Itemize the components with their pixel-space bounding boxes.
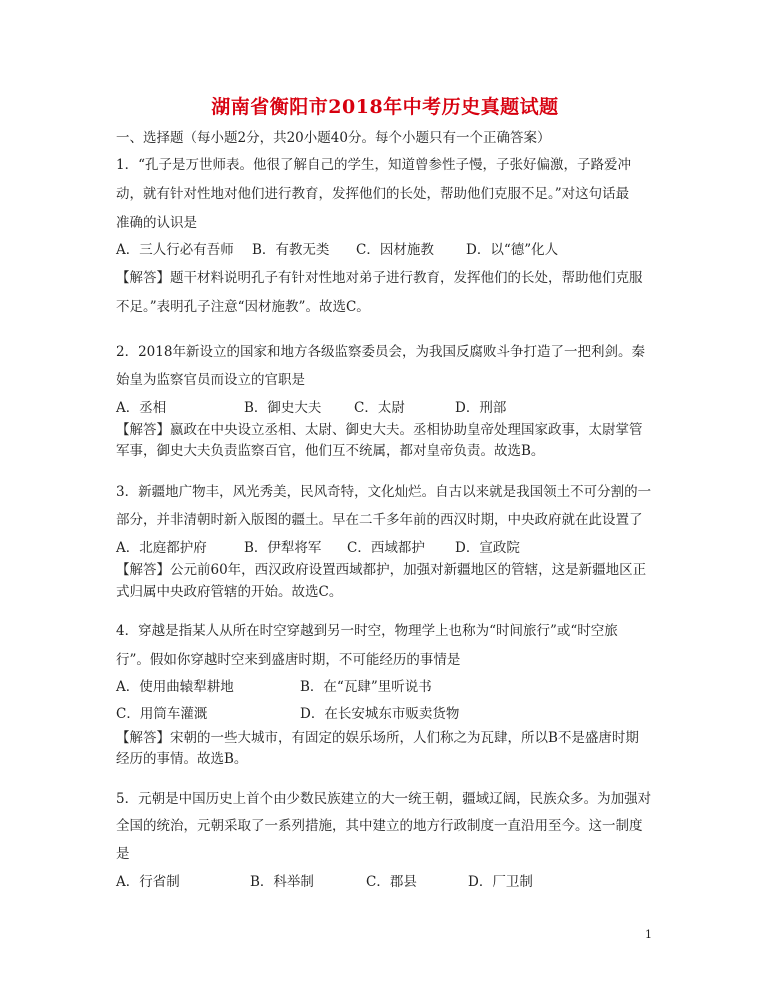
q4-stem-line-1: 4．穿越是指某人从所在时空穿越到另一时空，物理学上也称为“时间旅行”或“时空旅: [116, 623, 618, 639]
q2-option-d: D．刑部: [455, 400, 507, 416]
q4-answer-line-2: 经历的事情。故选B。: [116, 751, 248, 767]
q2-answer-line-1: 【解答】嬴政在中央设立丞相、太尉、御史大夫。丞相协助皇帝处理国家政事，太尉掌管: [116, 422, 643, 438]
q3-stem-line-2: 部分，并非清朝时新入版图的疆土。早在二千多年前的西汉时期，中央政府就在此设置了: [116, 512, 643, 528]
q3-option-d: D．宣政院: [455, 540, 520, 556]
q3-option-a: A．北庭都护府: [116, 540, 207, 556]
q5-option-a: A．行省制: [116, 874, 180, 890]
q3-option-b: B．伊犁将军: [244, 540, 322, 556]
section-header: 一、选择题（每小题2分，共20小题40分。每个小题只有一个正确答案）: [116, 130, 551, 146]
q1-stem-line-2: 动，就有针对性地对他们进行教育，发挥他们的长处，帮助他们克服不足。”对这句话最: [116, 186, 630, 202]
page-number: 1: [645, 928, 652, 941]
q5-stem-line-3: 是: [116, 846, 130, 862]
q2-option-a: A．丞相: [116, 400, 167, 416]
q1-option-b: B．有教无类: [252, 242, 330, 258]
q5-stem-line-1: 5．元朝是中国历史上首个由少数民族建立的大一统王朝，疆域辽阔，民族众多。为加强对: [116, 791, 652, 807]
q1-option-d: D．以“德”化人: [466, 242, 559, 258]
q4-option-a: A．使用曲辕犁耕地: [116, 679, 234, 695]
q3-stem-line-1: 3．新疆地广物丰，风光秀美，民风奇特，文化灿烂。自古以来就是我国领土不可分割的一: [116, 484, 652, 500]
q2-option-b: B．御史大夫: [244, 400, 322, 416]
q1-answer-line-2: 不足。”表明孔子注意“因材施教”。故选C。: [116, 299, 370, 315]
q4-option-b: B．在“瓦肆”里听说书: [300, 679, 432, 695]
q3-answer-line-2: 式归属中央政府管辖的开始。故选C。: [116, 584, 343, 600]
q4-answer-line-1: 【解答】宋朝的一些大城市，有固定的娱乐场所，人们称之为瓦肆，所以B不是盛唐时期: [116, 730, 639, 746]
q2-answer-line-2: 军事，御史大夫负责监察百官，他们互不统属，都对皇帝负责。故选B。: [116, 443, 545, 459]
q1-answer-line-1: 【解答】题干材料说明孔子有针对性地对弟子进行教育，发挥他们的长处，帮助他们克服: [116, 270, 643, 286]
q4-option-c: C．用筒车灌溉: [116, 706, 208, 722]
q1-option-c: C．因材施教: [356, 242, 434, 258]
q1-option-a: A．三人行必有吾师: [116, 242, 234, 258]
q4-option-d: D．在长安城东市贩卖货物: [300, 706, 460, 722]
q1-stem-line-3: 准确的认识是: [116, 215, 197, 231]
q3-option-c: C．西域都护: [347, 540, 425, 556]
q4-stem-line-2: 行”。假如你穿越时空来到盛唐时期，不可能经历的事情是: [116, 652, 461, 668]
q2-stem-line-2: 始皇为监察官员而设立的官职是: [116, 372, 305, 388]
q3-answer-line-1: 【解答】公元前60年，西汉政府设置西域都护，加强对新疆地区的管辖，这是新疆地区正: [116, 562, 647, 578]
q5-stem-line-2: 全国的统治，元朝采取了一系列措施，其中建立的地方行政制度一直沿用至今。这一制度: [116, 818, 643, 834]
q1-stem-line-1: 1．“孔子是万世师表。他很了解自己的学生，知道曾参性子慢，子张好偏激，子路爱冲: [116, 157, 631, 173]
page-title: 湖南省衡阳市2018年中考历史真题试题: [211, 96, 559, 118]
q5-option-d: D．厂卫制: [468, 874, 533, 890]
q2-option-c: C．太尉: [354, 400, 405, 416]
q5-option-c: C．郡县: [366, 874, 417, 890]
q2-stem-line-1: 2．2018年新设立的国家和地方各级监察委员会，为我国反腐败斗争打造了一把利剑。秦: [116, 344, 645, 360]
q5-option-b: B．科举制: [250, 874, 314, 890]
